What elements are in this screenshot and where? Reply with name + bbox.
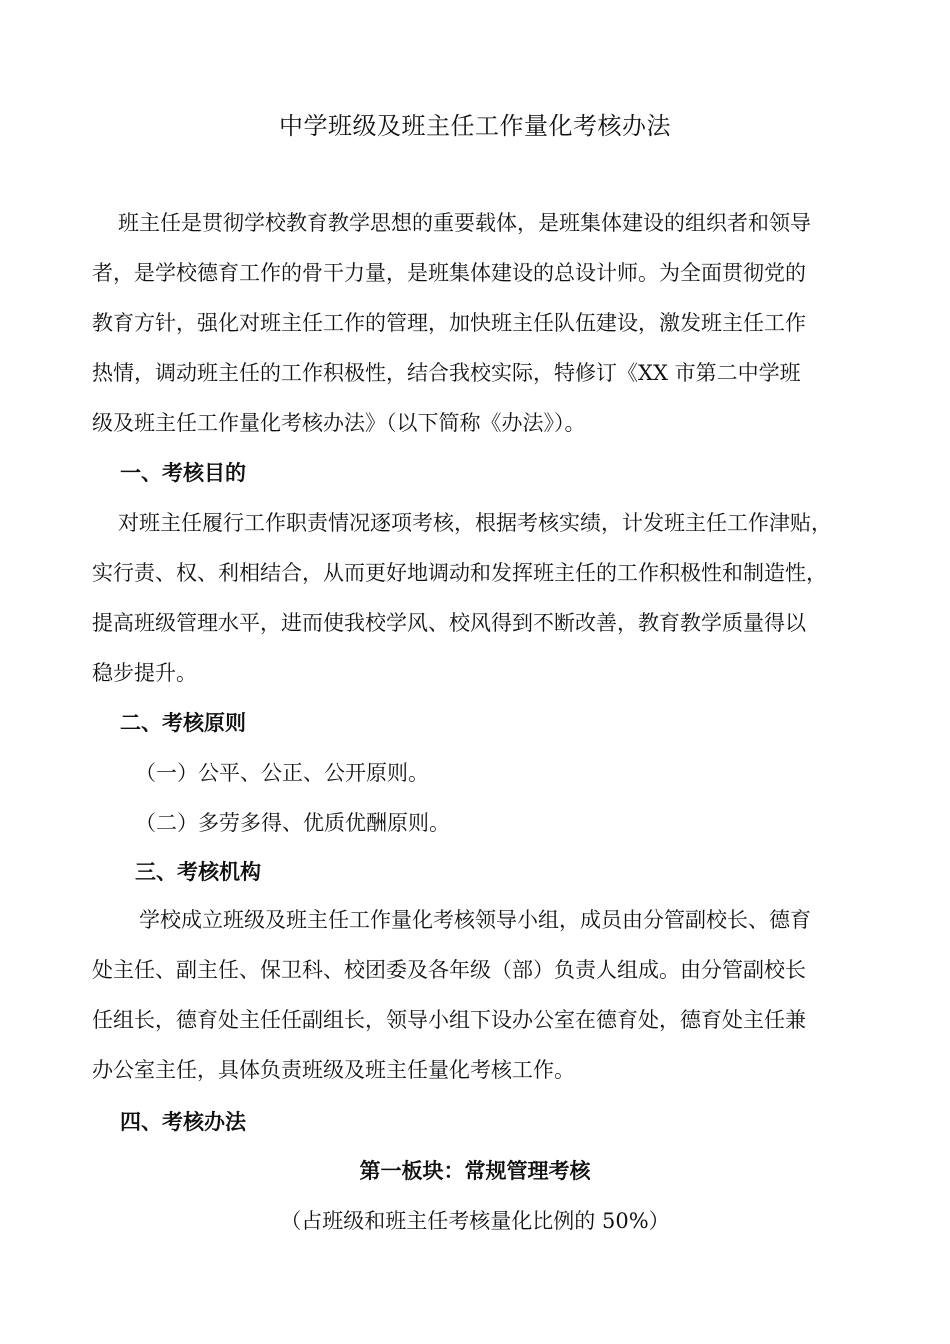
- section-heading-principles: 二、考核原则: [120, 710, 246, 735]
- purpose-paragraph: [92, 498, 872, 698]
- section-heading-organization: 三、考核机构: [135, 859, 261, 884]
- organization-line: 学校成立班级及班主任工作量化考核领导小组，成员由分管副校长、德育: [139, 908, 811, 932]
- block-title: 第一板块：常规管理考核: [359, 1158, 591, 1183]
- intro-line: 教育方针，强化对班主任工作的管理，加快班主任队伍建设，激发班主任工作: [92, 311, 806, 335]
- purpose-line: 提高班级管理水平，进而使我校学风、校风得到不断改善，教育教学质量得以: [92, 611, 806, 635]
- intro-line: 热情，调动班主任的工作积极性，结合我校实际，特修订《XX 市第二中学班: [92, 361, 801, 385]
- principle-item: （二）多劳多得、优质优酬原则。: [135, 811, 450, 835]
- purpose-line: 对班主任履行工作职责情况逐项考核，根据考核实绩，计发班主任工作津贴，: [118, 511, 832, 535]
- intro-line: 者，是学校德育工作的骨干力量，是班集体建设的总设计师。为全面贯彻党的: [92, 261, 806, 285]
- intro-line: 班主任是贯彻学校教育教学思想的重要载体，是班集体建设的组织者和领导: [118, 211, 811, 235]
- organization-line: 办公室主任，具体负责班级及班主任量化考核工作。: [92, 1058, 575, 1082]
- section-heading-purpose: 一、考核目的: [120, 460, 246, 485]
- block-subtitle: （占班级和班主任考核量化比例的 50%）: [280, 1209, 670, 1233]
- intro-paragraph: [92, 198, 872, 448]
- purpose-line: 实行责、权、利相结合，从而更好地调动和发挥班主任的工作积极性和制造性，: [92, 561, 827, 585]
- organization-line: 处主任、副主任、保卫科、校团委及各年级（部）负责人组成。由分管副校长: [92, 958, 806, 982]
- section-heading-methods: 四、考核办法: [120, 1109, 246, 1134]
- purpose-line: 稳步提升。: [92, 661, 197, 685]
- document-title: 中学班级及班主任工作量化考核办法: [279, 112, 671, 140]
- principle-item: （一）公平、公正、公开原则。: [135, 761, 429, 785]
- organization-paragraph: [92, 895, 872, 1095]
- organization-line: 任组长，德育处主任任副组长，领导小组下设办公室在德育处，德育处主任兼: [92, 1008, 806, 1032]
- intro-line: 级及班主任工作量化考核办法》（以下简称《办法》）。: [92, 411, 586, 435]
